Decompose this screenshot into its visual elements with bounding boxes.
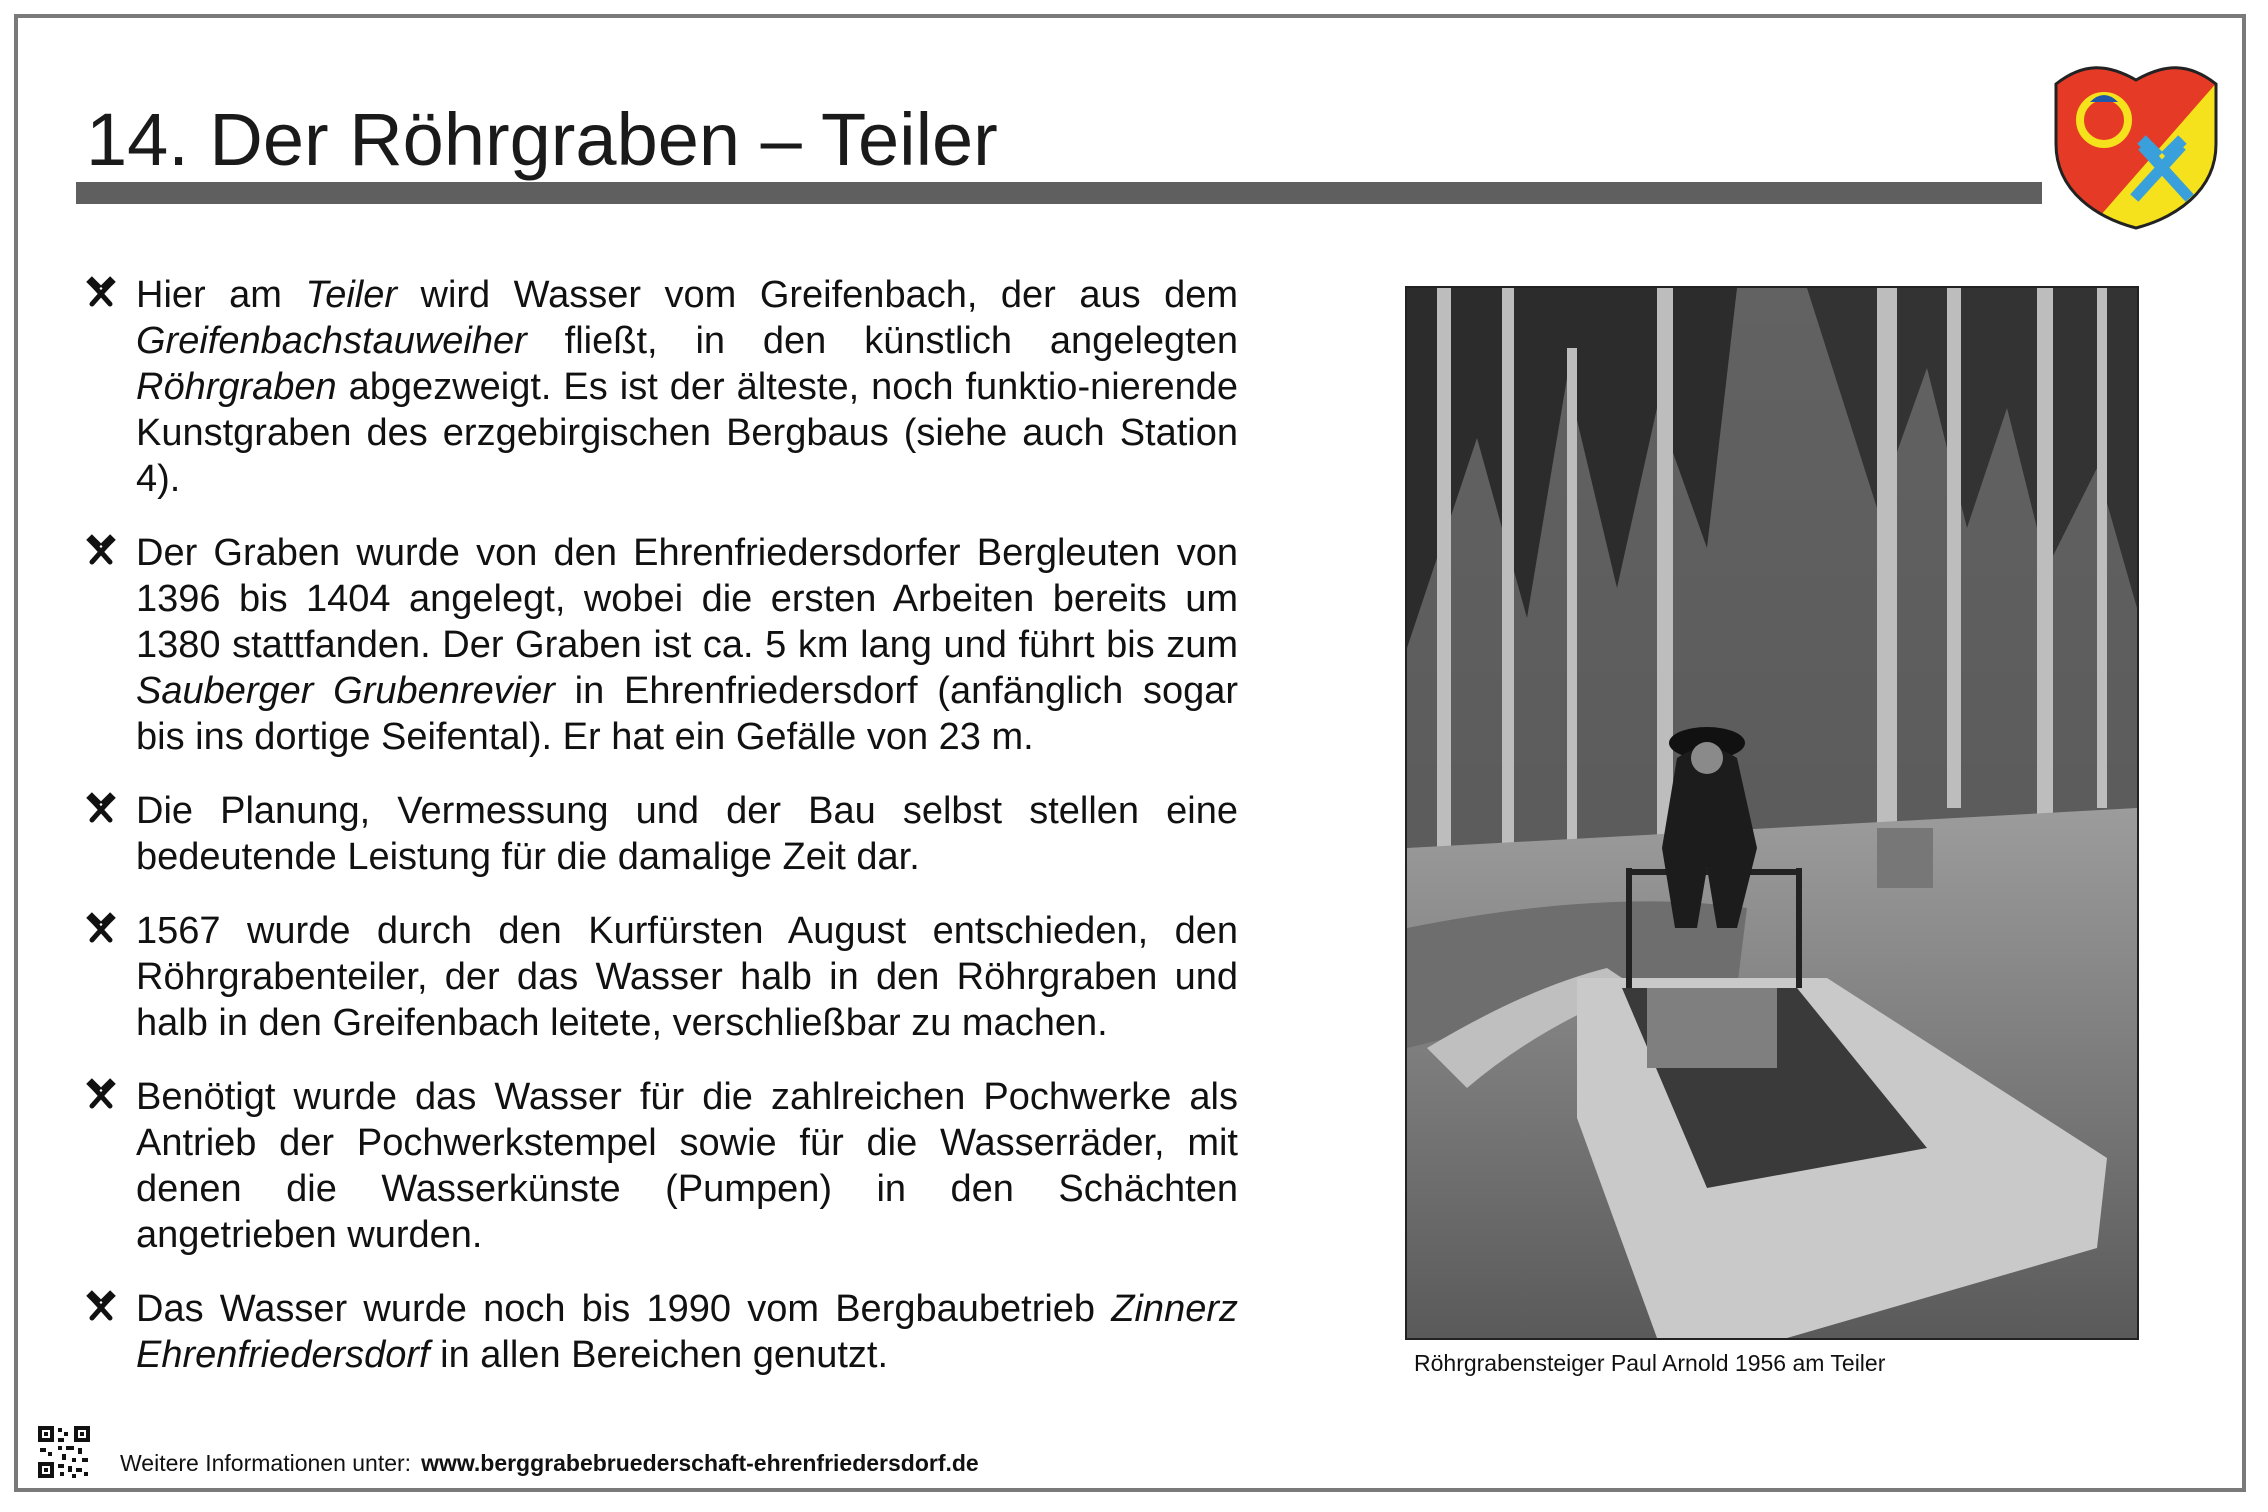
bullet-text: Benötigt wurde das Wasser für die zahlreichen Pochwerke als Antrieb der Pochwerkstempel sowie für die Wasserräder, mit denen die Wasserkünste (Pumpen) in den Schächten angetrieben wurden.	[136, 1076, 1238, 1256]
hammer-and-pick-icon	[84, 792, 118, 826]
footer-label: Weitere Informationen unter:	[120, 1450, 412, 1476]
forest-photo-illustration	[1407, 288, 2137, 1338]
title-underline-bar	[76, 182, 2042, 204]
hammer-and-pick-icon	[84, 1290, 118, 1324]
hammer-and-pick-icon	[84, 1078, 118, 1112]
info-bullet-list	[82, 272, 1238, 1406]
footer-website-link[interactable]: www.berggrabebruederschaft-ehrenfriedersdorf.de	[421, 1450, 979, 1476]
bullet-planning	[82, 788, 1238, 880]
qr-code-icon[interactable]	[36, 1424, 92, 1480]
historic-photo	[1405, 286, 2139, 1340]
bullet-1567	[82, 908, 1238, 1046]
bullet-history	[82, 530, 1238, 760]
bullet-text: Der Graben wurde von den Ehrenfriedersdorfer Bergleuten von 1396 bis 1404 angelegt, wobei die ersten Arbeiten bereits um 1380 stattfanden. Der Graben ist ca. 5 km lang und führt bis zum Sauberger Grubenrevier in Ehrenfriedersdorf (anfänglich sogar bis ins dortige Seifental). Er hat ein Gefälle von 23 m.	[136, 532, 1238, 758]
page-title: 14. Der Röhrgraben – Teiler	[86, 98, 998, 181]
bullet-text: 1567 wurde durch den Kurfürsten August entschieden, den Röhrgrabenteiler, der das Wasser halb in den Röhrgraben und halb in den Greifenbach leitete, verschließbar zu machen.	[136, 910, 1238, 1044]
bullet-text: Hier am Teiler wird Wasser vom Greifenbach, der aus dem Greifenbachstauweiher fließt, in den künstlich angelegten Röhrgraben abgezweigt. Es ist der älteste, noch funktio-nierende Kunstgraben des erzgebirgischen Bergbaus (siehe auch Station 4).	[136, 274, 1239, 500]
bullet-text: Die Planung, Vermessung und der Bau selbst stellen eine bedeutende Leistung für die damalige Zeit dar.	[136, 790, 1238, 878]
footer-info	[120, 1450, 979, 1477]
bullet-teiler	[82, 272, 1238, 502]
bullet-pochwerke	[82, 1074, 1238, 1258]
photo-caption: Röhrgrabensteiger Paul Arnold 1956 am Teiler	[1414, 1350, 1886, 1376]
coat-of-arms-icon	[2046, 52, 2226, 232]
bullet-1990	[82, 1286, 1238, 1378]
bullet-text: Das Wasser wurde noch bis 1990 vom Bergbaubetrieb Zinnerz Ehrenfriedersdorf in allen Bereichen genutzt.	[136, 1288, 1238, 1376]
hammer-and-pick-icon	[84, 276, 118, 310]
hammer-and-pick-icon	[84, 534, 118, 568]
hammer-and-pick-icon	[84, 912, 118, 946]
